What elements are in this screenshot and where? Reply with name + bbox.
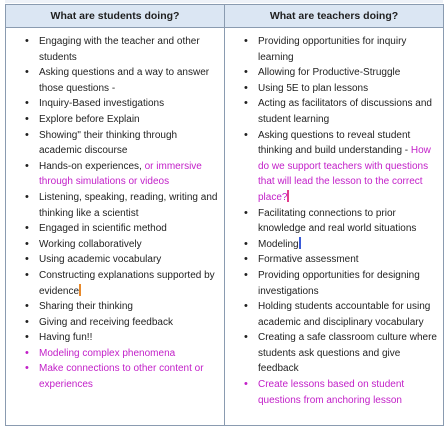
list-item-text: Facilitating connections to prior knowledge and real world situations (258, 207, 417, 235)
teachers-list (231, 34, 437, 408)
list-item[interactable] (12, 252, 218, 268)
list-item[interactable] (12, 237, 218, 253)
list-item[interactable] (231, 96, 437, 127)
teachers-cell[interactable] (225, 28, 444, 426)
list-item[interactable] (231, 268, 437, 299)
list-item[interactable] (12, 268, 218, 299)
list-item[interactable] (231, 81, 437, 97)
collaborator-cursor (79, 284, 81, 296)
list-item-text: Providing opportunities for designing investigations (258, 269, 420, 297)
list-item[interactable] (12, 361, 218, 392)
collaborator-cursor (287, 190, 289, 202)
list-item[interactable] (12, 128, 218, 159)
list-item[interactable] (231, 34, 437, 65)
list-item-text: Giving and receiving feedback (39, 316, 173, 328)
list-item[interactable] (12, 221, 218, 237)
list-item-text: Formative assessment (258, 254, 359, 266)
comparison-table (5, 4, 444, 426)
students-list (12, 34, 218, 393)
list-item-text: Asking questions and a way to answer those questions - (39, 67, 210, 94)
list-item-text: Explore before Explain (39, 113, 140, 125)
list-item-text: Asking questions to reveal student thinking and build understanding - (258, 129, 411, 157)
list-item-text: Allowing for Productive-Struggle (258, 67, 401, 79)
list-item-text: Hands-on experiences, (39, 160, 145, 172)
added-comment-text: Modeling complex phenomena (39, 347, 176, 359)
collaborator-cursor (299, 237, 301, 249)
header-row (6, 5, 444, 28)
list-item[interactable] (231, 330, 437, 377)
students-cell[interactable] (6, 28, 225, 426)
list-item-text: Sharing their thinking (39, 301, 133, 313)
list-item-text: Working collaboratively (39, 238, 142, 250)
list-item[interactable] (12, 299, 218, 315)
table-top-strip (5, 0, 443, 3)
list-item-text: Having fun!! (39, 332, 93, 344)
content-row (6, 28, 444, 426)
list-item-text: Engaged in scientific method (39, 223, 167, 235)
list-item-text: Constructing explanations supported by evidence (39, 269, 215, 297)
list-item[interactable] (12, 346, 218, 362)
list-item[interactable] (231, 377, 437, 408)
list-item-text: Using academic vocabulary (39, 254, 162, 266)
list-item-text: Providing opportunities for inquiry learning (258, 36, 407, 63)
list-item-text: Modeling (258, 238, 299, 250)
added-comment-text: Make connections to other content or experiences (39, 363, 204, 391)
list-item[interactable] (231, 65, 437, 81)
added-comment-text: How do we support teachers with questions that will lead the lesson to the correct place? (258, 145, 431, 203)
list-item-text: Showing" their thinking through academic discourse (39, 129, 178, 157)
list-item[interactable] (12, 112, 218, 128)
list-item-text: Creating a safe classroom culture where students ask questions and give feedback (258, 332, 437, 375)
list-item[interactable] (231, 299, 437, 330)
list-item[interactable] (12, 34, 218, 65)
list-item[interactable] (12, 315, 218, 331)
list-item[interactable] (231, 206, 437, 237)
list-item[interactable] (231, 128, 437, 206)
added-comment-text: or immersive through simulations or videos (39, 160, 202, 188)
list-item[interactable] (12, 159, 218, 190)
list-item-text: Listening, speaking, reading, writing and thinking like a scientist (39, 191, 218, 219)
list-item[interactable] (231, 237, 437, 253)
list-item-text: Holding students accountable for using academic and disciplinary vocabulary (258, 301, 431, 328)
students-column-header[interactable]: What are students doing? (6, 5, 225, 28)
list-item[interactable] (12, 190, 218, 221)
list-item[interactable] (12, 330, 218, 346)
list-item-text: Using 5E to plan lessons (258, 82, 369, 94)
list-item[interactable] (12, 65, 218, 96)
list-item-text: Inquiry-Based investigations (39, 98, 165, 110)
list-item[interactable] (12, 96, 218, 112)
added-comment-text: Create lessons based on student questions from anchoring lesson (258, 379, 405, 406)
teachers-column-header[interactable]: What are teachers doing? (225, 5, 444, 28)
list-item[interactable] (231, 252, 437, 268)
list-item-text: Acting as facilitators of discussions and student learning (258, 98, 432, 125)
list-item-text: Engaging with the teacher and other students (39, 36, 200, 63)
